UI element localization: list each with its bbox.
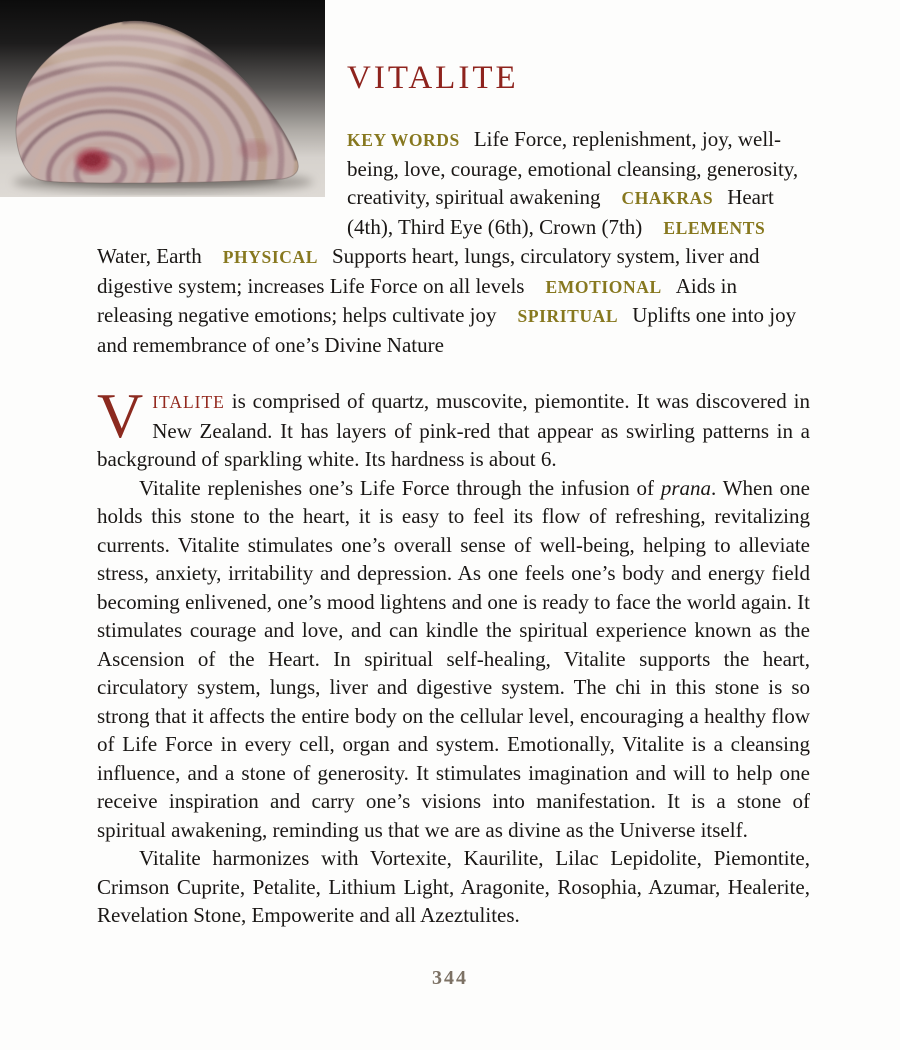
body-paragraph: Vitalite replenishes one’s Life Force through the infusion of prana. When one holds this stone to the heart, it is easy to feel its flow of refreshing, revitalizing currents. Vitalite stimulates one’s overall sense of well-being, helping to alleviate stress, anxiety, irritability and depression. As one feels one’s body and energy field becoming enlivened, one’s mood lightens and one is ready to face the world again. It stimulates courage and love, and can kindle the spiritual experience known as the Ascension of the Heart. In spiritual self-healing, Vitalite supports the heart, circulatory system, lungs, liver and digestive system. The chi in this stone is so strong that it affects the entire body on the cellular level, encouraging a healthy flow of Life Force in every cell, organ and system. Emotionally, Vitalite is a cleansing influence, and a stone of generosity. It stimulates imagination and will to help one receive inspiration and carry one’s visions into manifestation. It is a stone of spiritual awakening, reminding us that we are as divine as the Universe itself.: [97, 475, 810, 842]
keyword-label: SPIRITUAL: [517, 306, 619, 326]
body-paragraph: VITALITE is comprised of quartz, muscovite, piemontite. It was discovered in New Zealand. It has layers of pink-red that appear as swirling patterns in a background of sparkling white. Its hardness is about 6.: [97, 380, 810, 471]
page-title: VITALITE: [347, 60, 519, 96]
body-paragraph: Vitalite harmonizes with Vortexite, Kaurilite, Lilac Lepidolite, Piemontite, Crimson Cuprite, Petalite, Lithium Light, Aragonite, Rosophia, Azumar, Healerite, Revelation Stone, Empowerite and all Azeztulites.: [97, 846, 810, 927]
page-number: 344: [432, 967, 468, 989]
keyword-text: Heart (4th), Third Eye (6th), Crown (7th): [347, 185, 774, 239]
keyword-text: Life Force, replenishment, joy, well-being, love, courage, emotional cleansing, generosity, creativity, spiritual awakening: [347, 127, 799, 209]
photo-text-wrap-spacer: [97, 0, 347, 218]
lead-in-word: ITALITE: [152, 392, 225, 412]
keyword-label: CHAKRAS: [621, 188, 714, 208]
keyword-label: KEY WORDS: [347, 130, 460, 150]
keyword-text: Water, Earth: [97, 244, 223, 268]
keyword-label: PHYSICAL: [222, 247, 318, 267]
keyword-label: ELEMENTS: [663, 217, 766, 238]
keyword-text: Aids in releasing negative emotions; helps cultivate joy: [97, 273, 737, 327]
keyword-text: Supports heart, lungs, circulatory system, liver and digestive system; increases Life Force on all levels: [97, 244, 760, 298]
body-text: [97, 380, 810, 930]
keyword-label: EMOTIONAL: [545, 276, 662, 297]
drop-cap: V: [97, 380, 144, 451]
keyword-text: Uplifts one into joy and remembrance of one’s Divine Nature: [97, 303, 797, 357]
text-column: [97, 0, 810, 930]
